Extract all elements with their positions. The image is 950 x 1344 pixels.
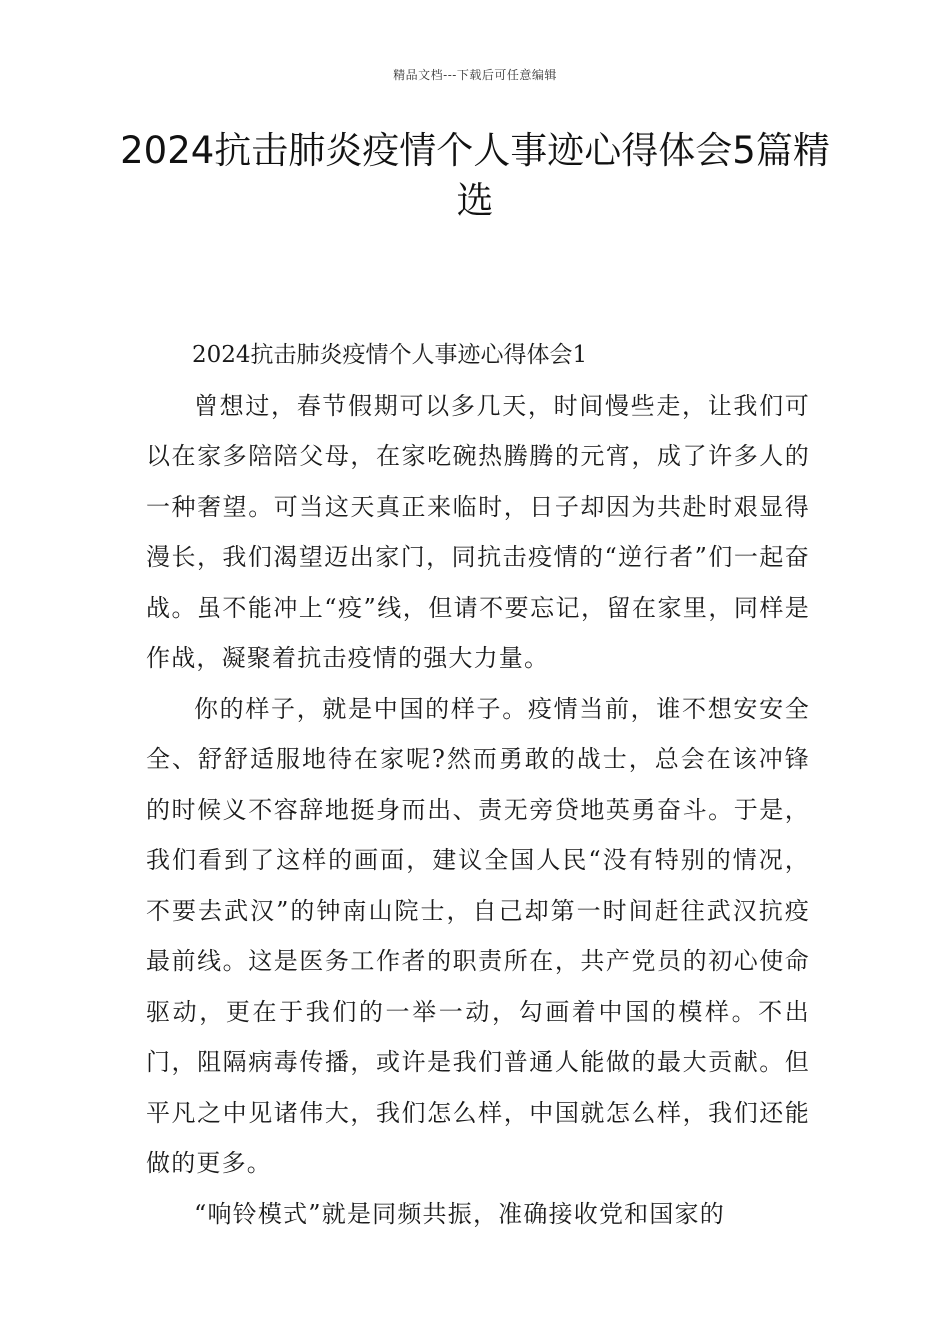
document-body — [146, 330, 810, 1239]
paragraph-3: “响铃模式”就是同频共振，准确接收党和国家的 — [194, 1199, 725, 1228]
paragraph-2: 你的样子，就是中国的样子。疫情当前，谁不想安安全全、舒舒适服地待在家呢?然而勇敢的战士，总会在该冲锋的时候义不容辞地挺身而出、责无旁贷地英勇奋斗。于是，我们看到了这样的画面，建议全国人民“没有特别的情况，不要去武汉”的钟南山院士，自己却第一时间赶往武汉抗疫最前线。这是医务工作者的职责所在，共产党员的初心使命驱动，更在于我们的一举一动，勾画着中国的模样。不出门，阻隔病毒传播，或许是我们普通人能做的最大贡献。但平凡之中见诸伟大，我们怎么样，中国就怎么样，我们还能做的更多。 — [146, 694, 810, 1177]
header-note: 精品文档---下载后可任意编辑 — [393, 68, 557, 82]
section-heading: 2024抗击肺炎疫情个人事迹心得体会1 — [192, 342, 588, 368]
document-title: 2024抗击肺炎疫情个人事迹心得体会5篇精选 — [120, 129, 830, 222]
paragraph-1: 曾想过，春节假期可以多几天，时间慢些走，让我们可以在家多陪陪父母，在家吃碗热腾腾的元宵，成了许多人的一种奢望。可当这天真正来临时，日子却因为共赴时艰显得漫长，我们渴望迈出家门，同抗击疫情的“逆行者”们一起奋战。虽不能冲上“疫”线，但请不要忘记，留在家里，同样是作战，凝聚着抗击疫情的强大力量。 — [146, 391, 810, 672]
